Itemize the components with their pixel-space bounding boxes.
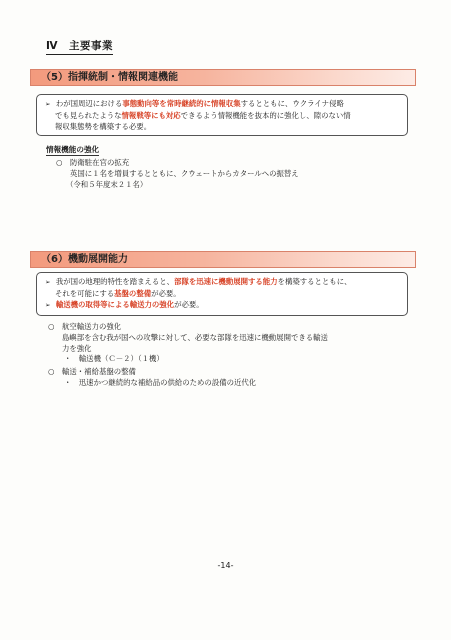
callout-text: それを可能にする	[55, 289, 115, 299]
callout-text: できるよう情報機能を抜本的に強化し、隙のない情	[180, 111, 351, 121]
callout-line	[45, 98, 399, 110]
callout-line	[45, 288, 399, 299]
callout-text: が必要。	[151, 289, 181, 299]
chapter-heading: Ⅳ 主要事業	[46, 38, 113, 55]
item-line: ・ 輸送機（Ｃ－２）（１機）	[64, 354, 164, 364]
callout-line	[45, 121, 399, 132]
callout-text: わが国周辺における	[55, 99, 123, 108]
callout-text: でも見られたような	[55, 111, 122, 121]
arrow-bullet-icon: ➢	[45, 301, 51, 310]
page-number: -14-	[217, 561, 234, 570]
item-line: 英国に１名を増員するとともに、クウェートからカタールへの振替え	[70, 168, 299, 178]
item-line: 島嶼部を含む我が国への攻撃に対して、必要な部隊を迅速に機動展開できる輸送	[62, 332, 328, 342]
item-title: 航空輸送力の強化	[62, 322, 122, 331]
callout-line	[45, 299, 399, 311]
arrow-bullet-icon: ➢	[45, 100, 51, 108]
circle-bullet-icon: ○	[56, 158, 63, 167]
section-header-5: （5）指揮統制・情報関連機能	[30, 69, 416, 86]
item-line: 力を強化	[62, 343, 92, 353]
item-line: ・ 迅速かつ継続的な補給品の供給のための設備の近代化	[64, 377, 257, 387]
circle-bullet-icon: ○	[48, 322, 55, 331]
callout-highlight: 事態動向等を常時継続的に情報収集	[122, 99, 241, 108]
section-6-callout	[36, 272, 408, 316]
arrow-bullet-icon: ➢	[45, 278, 51, 286]
item-line: （令和５年度末２１名）	[66, 179, 148, 189]
list-item	[48, 367, 256, 389]
callout-text: 我が国の地理的特性を踏まえると、	[55, 277, 175, 286]
sub-heading: 情報機能の強化	[46, 145, 100, 154]
section-5-callout	[36, 94, 408, 136]
item-title: 輸送・補給基盤の整備	[62, 367, 136, 376]
callout-highlight: 情報戦等にも対応	[121, 111, 181, 121]
callout-text: するとともに、ウクライナ侵略	[240, 99, 344, 108]
circle-bullet-icon: ○	[48, 367, 55, 376]
list-item	[56, 158, 299, 190]
callout-text: 報収集態勢を構築する必要。	[55, 122, 152, 132]
callout-line	[45, 276, 399, 288]
callout-text: を構築するとともに、	[277, 277, 352, 286]
callout-line	[45, 110, 399, 121]
list-item	[48, 322, 328, 365]
callout-highlight: 輸送機の取得等による輸送力の強化	[55, 300, 175, 310]
item-title: 防衛駐在官の拡充	[70, 158, 130, 167]
callout-text: が必要。	[174, 300, 204, 310]
callout-highlight: 基盤の整備	[114, 289, 152, 299]
section-header-6: （6）機動展開能力	[30, 251, 416, 268]
callout-highlight: 部隊を迅速に機動展開する能力	[174, 277, 278, 286]
